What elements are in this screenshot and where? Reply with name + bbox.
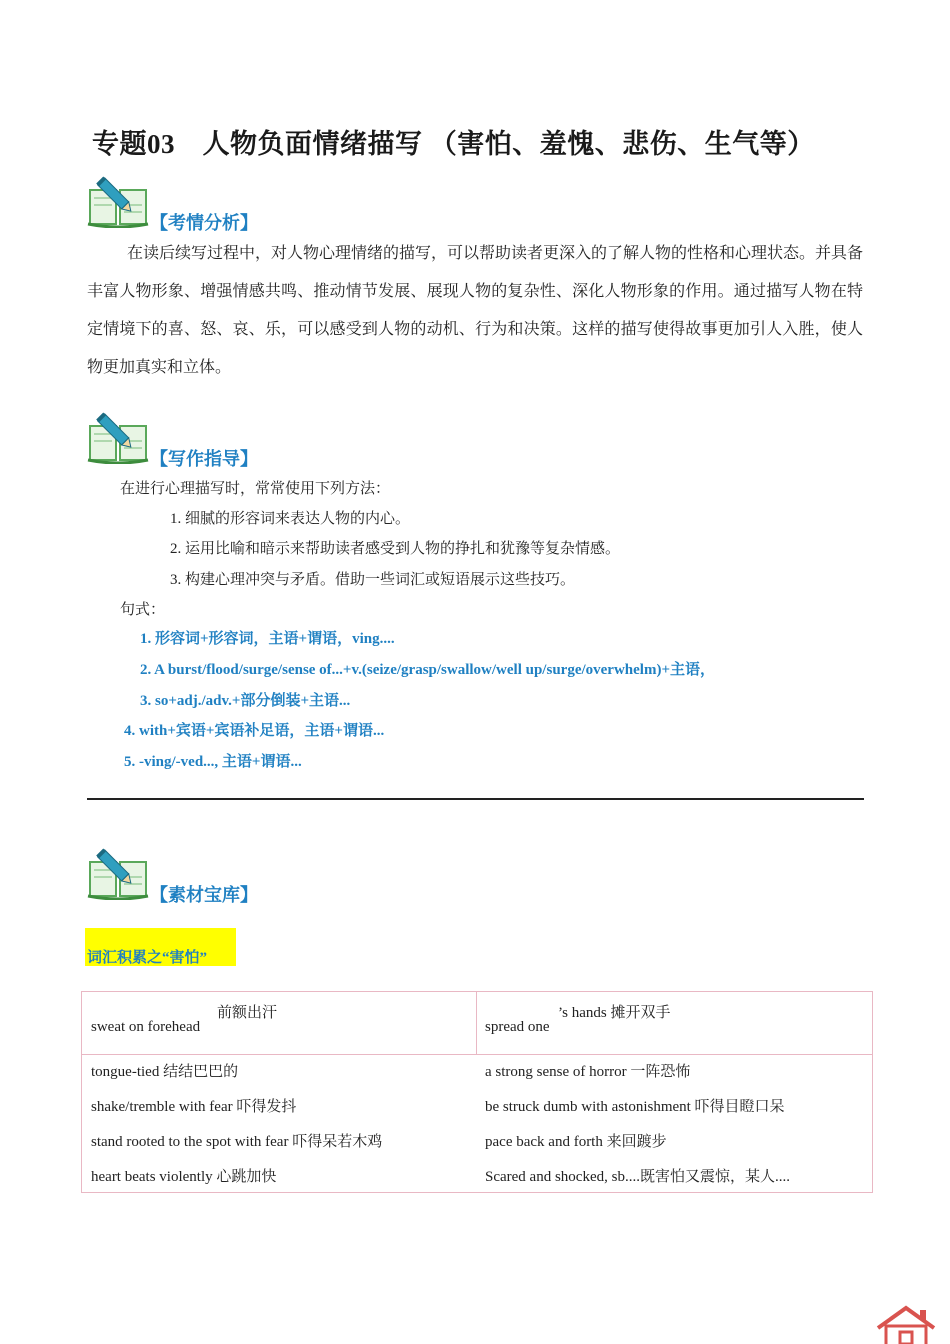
vocab-table	[81, 991, 873, 1193]
table-cell: ’s hands 摊开双手	[558, 1005, 671, 1021]
table-cell: heart beats violently 心跳加快	[91, 1169, 277, 1185]
method-item: 3. 构建心理冲突与矛盾。借助一些词汇或短语展示这些技巧。	[170, 572, 576, 588]
section-label-guide: 【写作指导】	[150, 449, 258, 469]
pattern-item: 5. -ving/-ved..., 主语+谓语...	[124, 754, 302, 770]
page-title: 专题03 人物负面情绪描写 （害怕、羞愧、悲伤、生气等）	[92, 129, 815, 159]
book-pencil-icon	[86, 172, 150, 228]
section-label-analysis: 【考情分析】	[150, 213, 258, 233]
table-divider	[82, 1054, 872, 1055]
table-cell: be struck dumb with astonishment 吓得目瞪口呆	[485, 1099, 785, 1115]
table-cell: pace back and forth 来回踱步	[485, 1134, 667, 1150]
pattern-item: 1. 形容词+形容词，主语+谓语，ving....	[140, 631, 395, 647]
table-divider	[476, 992, 477, 1054]
method-item: 1. 细腻的形容词来表达人物的内心。	[170, 511, 411, 527]
method-item: 2. 运用比喻和暗示来帮助读者感受到人物的挣扎和犹豫等复杂情感。	[170, 541, 621, 557]
table-cell: tongue-tied 结结巴巴的	[91, 1064, 239, 1080]
table-cell: stand rooted to the spot with fear 吓得呆若木鸡	[91, 1134, 383, 1150]
book-pencil-icon	[86, 844, 150, 900]
guide-intro: 在进行心理描写时，常常使用下列方法：	[120, 481, 391, 497]
book-pencil-icon	[86, 408, 150, 464]
patterns-label: 句式：	[120, 602, 166, 618]
table-cell: spread one	[485, 1019, 550, 1035]
section-label-materials: 【素材宝库】	[150, 885, 258, 905]
table-cell: shake/tremble with fear 吓得发抖	[91, 1099, 297, 1115]
divider	[87, 798, 864, 800]
table-cell: sweat on forehead	[91, 1019, 201, 1035]
table-cell: 前额出汗	[217, 1005, 278, 1021]
table-cell: Scared and shocked, sb....既害怕又震惊，某人....	[485, 1169, 790, 1185]
pattern-item: 2. A burst/flood/surge/sense of...+v.(seize/grasp/swallow/well up/surge/overwhelm)+主语，	[140, 662, 715, 678]
home-icon[interactable]	[876, 1304, 936, 1344]
table-cell: a strong sense of horror 一阵恐怖	[485, 1064, 691, 1080]
vocab-title: 词汇积累之“害怕”	[87, 950, 208, 966]
analysis-paragraph: 在读后续写过程中，对人物心理情绪的描写，可以帮助读者更深入的了解人物的性格和心理状态。并具备丰富人物形象、增强情感共鸣、推动情节发展、展现人物的复杂性、深化人物形象的作用。通过描写人物在特定情境下的喜、怒、哀、乐，可以感受到人物的动机、行为和决策。这样的描写使得故事更加引人入胜，使人物更加真实和立体。	[87, 245, 864, 376]
pattern-item: 4. with+宾语+宾语补足语，主语+谓语...	[124, 723, 385, 739]
pattern-item: 3. so+adj./adv.+部分倒装+主语...	[140, 693, 351, 709]
